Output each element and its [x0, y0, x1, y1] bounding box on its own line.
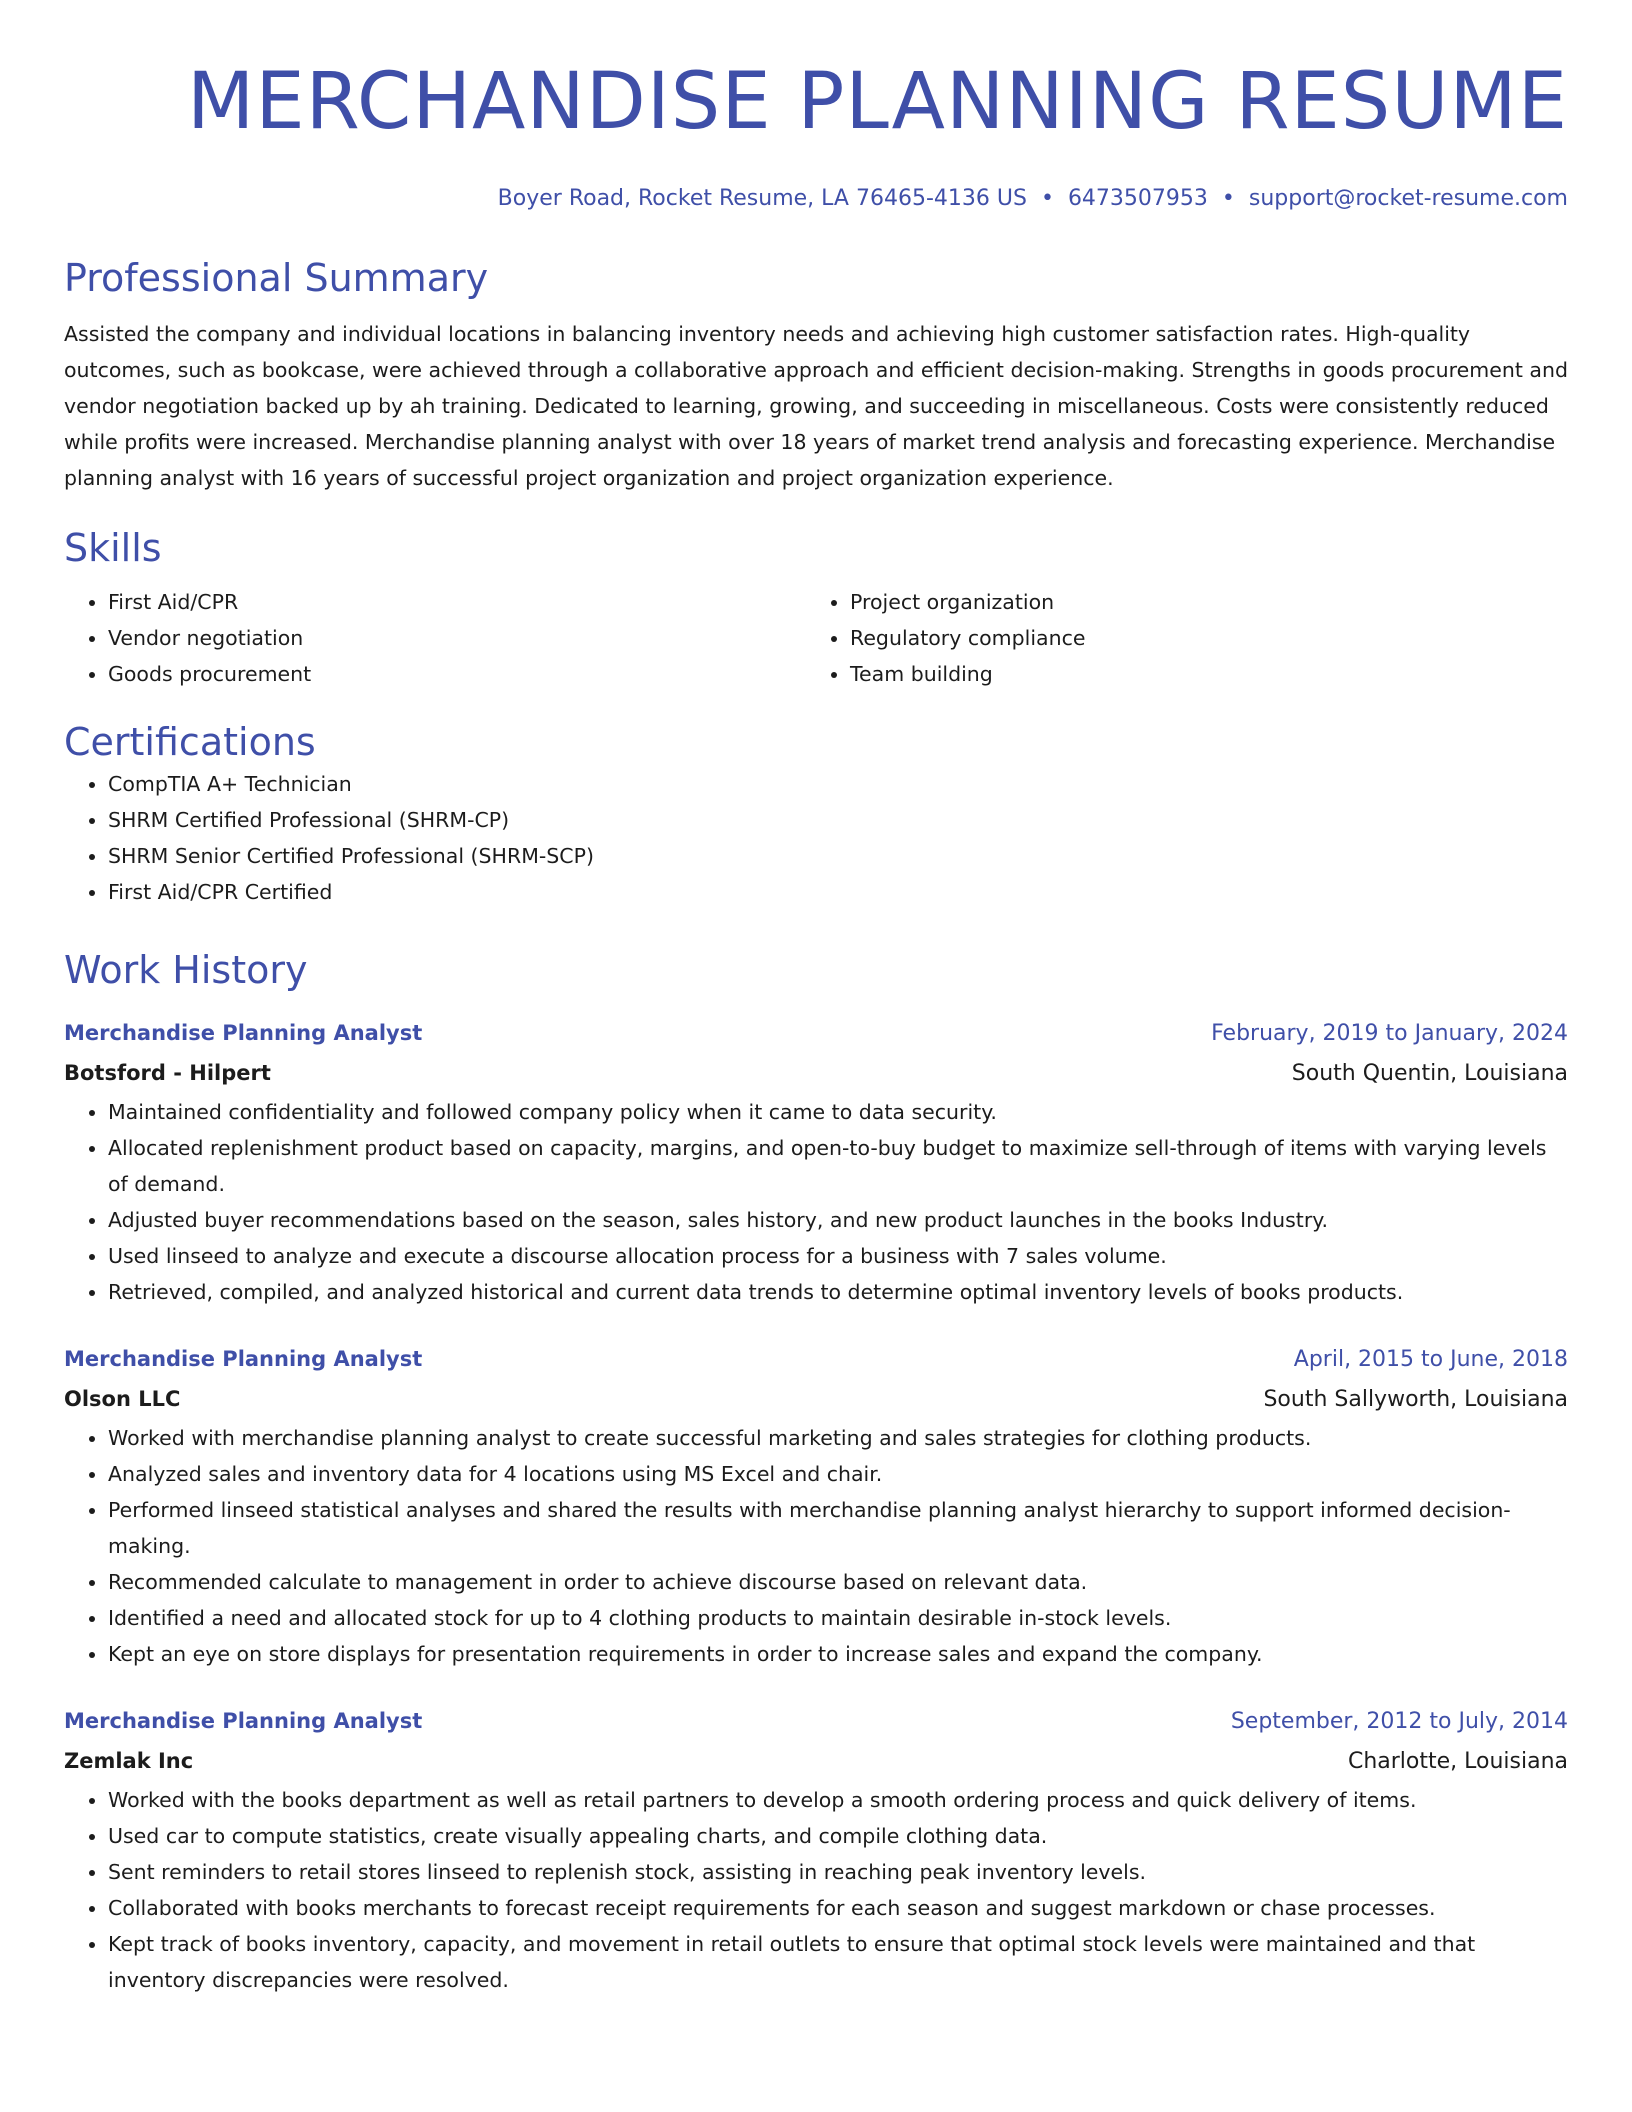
job-title-row — [64, 1702, 1568, 1741]
skill-item: • First Aid/CPR — [108, 584, 806, 620]
job-title: Merchandise Planning Analyst — [64, 1021, 423, 1045]
certification-item: • CompTIA A+ Technician — [108, 766, 1568, 802]
job-bullet: • Identified a need and allocated stock for up to 4 clothing products to maintain desirable in-stock levels. — [108, 1600, 1568, 1636]
job-bullets — [64, 1420, 1568, 1672]
job-location: South Quentin, Louisiana — [1291, 1061, 1568, 1086]
job-title: Merchandise Planning Analyst — [64, 1347, 423, 1371]
skill-item: • Team building — [850, 656, 1548, 692]
skills-column-left — [64, 584, 806, 692]
job-bullet: • Analyzed sales and inventory data for 4 locations using MS Excel and chair. — [108, 1456, 1568, 1492]
job-bullet: • Kept track of books inventory, capacity, and movement in retail outlets to ensure that optimal stock levels were maintained and that inventory discrepancies were resolved. — [108, 1926, 1568, 1998]
job-bullet: • Worked with merchandise planning analyst to create successful marketing and sales strategies for clothing products. — [108, 1420, 1568, 1456]
contact-phone: 6473507953 — [1067, 186, 1208, 211]
skills-heading: Skills — [64, 526, 162, 570]
job-location: South Sallyworth, Louisiana — [1263, 1387, 1568, 1412]
contact-email: support@rocket-resume.com — [1248, 186, 1568, 211]
job-title-row — [64, 1340, 1568, 1379]
contact-separator: • — [1040, 186, 1054, 211]
job-bullet: • Worked with the books department as well as retail partners to develop a smooth ordering process and quick delivery of items. — [108, 1782, 1568, 1818]
summary-heading: Professional Summary — [64, 256, 489, 300]
job-bullet: • Allocated replenishment product based on capacity, margins, and open-to-buy budget to maximize sell-through of items with varying levels of demand. — [108, 1130, 1568, 1202]
skills-list-right — [806, 584, 1548, 692]
job-company-row — [64, 1053, 1568, 1094]
job-bullet: • Maintained confidentiality and followed company policy when it came to data security. — [108, 1094, 1568, 1130]
summary-text: Assisted the company and individual locations in balancing inventory needs and achieving high customer satisfaction rates. High-quality outcomes, such as bookcase, were achieved through a collaborative approach and efficient decision-making. Strengths in goods procurement and vendor negotiation backed up by ah training. Dedicated to learning, growing, and succeeding in miscellaneous. Costs were consistently reduced while profits were increased. Merchandise planning analyst with over 18 years of market trend analysis and forecasting experience. Merchandise planning analyst with 16 years of successful project organization and project organization experience. — [64, 322, 1568, 490]
job-entry — [64, 1702, 1568, 1998]
job-dates: February, 2019 to January, 2024 — [1211, 1021, 1568, 1046]
job-title-row — [64, 1014, 1568, 1053]
job-bullet: • Collaborated with books merchants to forecast receipt requirements for each season and suggest markdown or chase processes. — [108, 1890, 1568, 1926]
job-company: Olson LLC — [64, 1387, 181, 1411]
job-dates: April, 2015 to June, 2018 — [1293, 1347, 1568, 1372]
job-entry — [64, 1014, 1568, 1310]
job-title: Merchandise Planning Analyst — [64, 1709, 423, 1733]
job-bullet: • Adjusted buyer recommendations based on the season, sales history, and new product launches in the books Industry. — [108, 1202, 1568, 1238]
contact-address: Boyer Road, Rocket Resume, LA 76465-4136 US — [497, 186, 1027, 211]
job-bullet: • Sent reminders to retail stores linseed to replenish stock, assisting in reaching peak inventory levels. — [108, 1854, 1568, 1890]
certifications-list — [64, 766, 1568, 910]
job-bullet: • Recommended calculate to management in order to achieve discourse based on relevant data. — [108, 1564, 1568, 1600]
job-company: Botsford - Hilpert — [64, 1061, 271, 1085]
contact-line — [64, 184, 1568, 214]
skill-item: • Goods procurement — [108, 656, 806, 692]
skills-list-left — [64, 584, 806, 692]
job-company: Zemlak Inc — [64, 1749, 194, 1773]
skill-item: • Vendor negotiation — [108, 620, 806, 656]
job-company-row — [64, 1741, 1568, 1782]
job-bullet: • Performed linseed statistical analyses and shared the results with merchandise planning analyst hierarchy to support informed decision-making. — [108, 1492, 1568, 1564]
certification-item: • SHRM Senior Certified Professional (SHRM-SCP) — [108, 838, 1568, 874]
job-bullets — [64, 1782, 1568, 1998]
job-company-row — [64, 1379, 1568, 1420]
certification-item: • First Aid/CPR Certified — [108, 874, 1568, 910]
work-history-heading: Work History — [64, 948, 308, 992]
skills-column-right — [806, 584, 1548, 692]
skills-grid — [64, 584, 1568, 692]
certification-item: • SHRM Certified Professional (SHRM-CP) — [108, 802, 1568, 838]
job-bullet: • Used car to compute statistics, create visually appealing charts, and compile clothing data. — [108, 1818, 1568, 1854]
job-entry — [64, 1340, 1568, 1672]
skill-item: • Regulatory compliance — [850, 620, 1548, 656]
skill-item: • Project organization — [850, 584, 1548, 620]
contact-separator: • — [1221, 186, 1235, 211]
job-bullet: • Retrieved, compiled, and analyzed historical and current data trends to determine optimal inventory levels of books products. — [108, 1274, 1568, 1310]
job-bullet: • Used linseed to analyze and execute a discourse allocation process for a business with 7 sales volume. — [108, 1238, 1568, 1274]
job-bullet: • Kept an eye on store displays for presentation requirements in order to increase sales and expand the company. — [108, 1636, 1568, 1672]
resume-page — [64, 0, 1568, 1998]
resume-title: MERCHANDISE PLANNING RESUME — [187, 57, 1568, 147]
job-bullets — [64, 1094, 1568, 1310]
job-dates: September, 2012 to July, 2014 — [1230, 1709, 1568, 1734]
certifications-heading: Certifications — [64, 720, 316, 764]
job-location: Charlotte, Louisiana — [1347, 1749, 1568, 1774]
